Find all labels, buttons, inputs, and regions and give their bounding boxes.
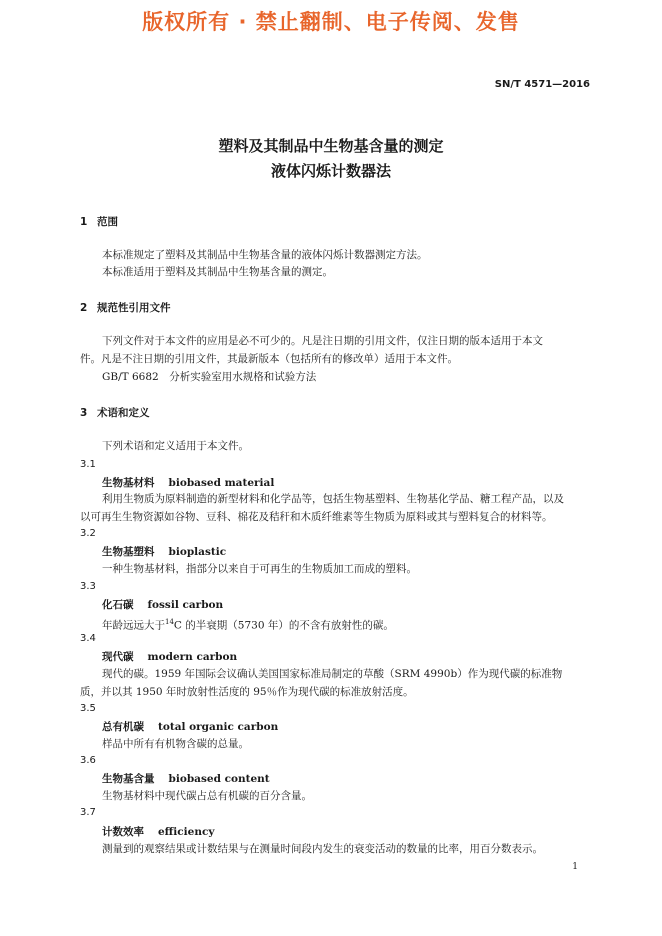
- term-cn: 计数效率: [102, 826, 144, 838]
- term-title: [102, 649, 237, 664]
- term-cn: 生物基塑料: [102, 546, 155, 558]
- references-paragraph-line-1: 下列文件对于本文件的应用是必不可少的。凡是注日期的引用文件，仅注日期的版本适用于本文: [102, 335, 543, 347]
- term-cn: 生物基含量: [102, 773, 155, 785]
- section-number: 2: [80, 302, 88, 314]
- copyright-watermark: 版权所有 · 禁止翻制、电子传阅、发售: [142, 10, 520, 34]
- term-number: 3.3: [80, 581, 96, 592]
- references-paragraph-line-2: 件。凡是不注日期的引用文件，其最新版本（包括所有的修改单）适用于本文件。: [80, 353, 458, 365]
- section-number: 3: [80, 407, 88, 419]
- term-definition-line-1: 一种生物基材料，指部分以来自于可再生的生物质加工而成的塑料。: [102, 563, 417, 575]
- terms-intro: 下列术语和定义适用于本文件。: [102, 440, 249, 452]
- standard-code: SN/T 4571—2016: [494, 79, 590, 90]
- term-cn: 总有机碳: [102, 721, 144, 733]
- section-heading-scope: [80, 214, 118, 229]
- term-en: modern carbon: [147, 651, 238, 663]
- document-subtitle: 液体闪烁计数器法: [270, 162, 391, 180]
- term-en: efficiency: [158, 826, 215, 838]
- scope-paragraph-1: 本标准规定了塑料及其制品中生物基含量的液体闪烁计数器测定方法。: [102, 249, 428, 261]
- term-title: [102, 544, 226, 559]
- term-number: 3.1: [80, 459, 96, 470]
- term-cn: 生物基材料: [102, 477, 155, 489]
- term-cn: 化石碳: [102, 599, 134, 611]
- section-heading-terms: [80, 405, 150, 420]
- section-title: 规范性引用文件: [97, 302, 171, 314]
- term-en: total organic carbon: [158, 721, 279, 733]
- term-definition-line-1: 利用生物质为原料制造的新型材料和化学品等，包括生物基塑料、生物基化学品、糖工程产品，以及: [102, 493, 564, 505]
- section-title: 范围: [97, 216, 118, 228]
- term-title: [102, 719, 278, 734]
- term-number: 3.7: [80, 807, 96, 818]
- term-definition-line-1: 样品中所有有机物含碳的总量。: [102, 738, 249, 750]
- term-title: [102, 824, 214, 839]
- term-number: 3.4: [80, 633, 96, 644]
- scope-paragraph-2: 本标准适用于塑料及其制品中生物基含量的测定。: [102, 266, 333, 278]
- term-en: fossil carbon: [147, 599, 224, 611]
- term-cn: 现代碳: [102, 651, 134, 663]
- term-definition-line-2: 质，并以其 1950 年时放射性活度的 95％作为现代碳的标准放射活度。: [80, 686, 414, 698]
- term-number: 3.6: [80, 755, 96, 766]
- section-heading-references: [80, 300, 171, 315]
- section-number: 1: [80, 216, 88, 228]
- term-number: 3.5: [80, 703, 96, 714]
- term-title: [102, 771, 270, 786]
- definition-text: C 的半衰期（5730 年）的不含有放射性的碳。: [173, 619, 394, 632]
- term-definition-line-2: 以可再生生物资源如谷物、豆科、棉花及秸秆和木质纤维素等生物质为原料或其与塑料复合的材料等。: [80, 511, 553, 523]
- section-title: 术语和定义: [97, 407, 150, 419]
- document-title: 塑料及其制品中生物基含量的测定: [218, 137, 444, 155]
- term-title: [102, 597, 223, 612]
- term-en: bioplastic: [168, 546, 227, 558]
- term-en: biobased content: [168, 773, 270, 785]
- term-title: [102, 475, 274, 490]
- term-definition-line-1: 测量到的观察结果或计数结果与在测量时间段内发生的衰变活动的数量的比率，用百分数表示。: [102, 843, 543, 855]
- term-en: biobased material: [168, 477, 275, 489]
- term-number: 3.2: [80, 528, 96, 539]
- definition-text: 年龄远远大于: [102, 619, 165, 632]
- term-definition-line-1: 现代的碳。1959 年国际会议确认美国国家标准局制定的草酸（SRM 4990b）作为现代碳的标准物: [102, 668, 563, 680]
- isotope-superscript: 14: [165, 618, 174, 626]
- page-number: 1: [572, 862, 578, 872]
- term-definition-line-1: 生物基材料中现代碳占总有机碳的百分含量。: [102, 790, 312, 802]
- reference-gb-t-6682: GB/T 6682 分析实验室用水规格和试验方法: [102, 371, 317, 383]
- term-definition-line-1: [102, 614, 592, 635]
